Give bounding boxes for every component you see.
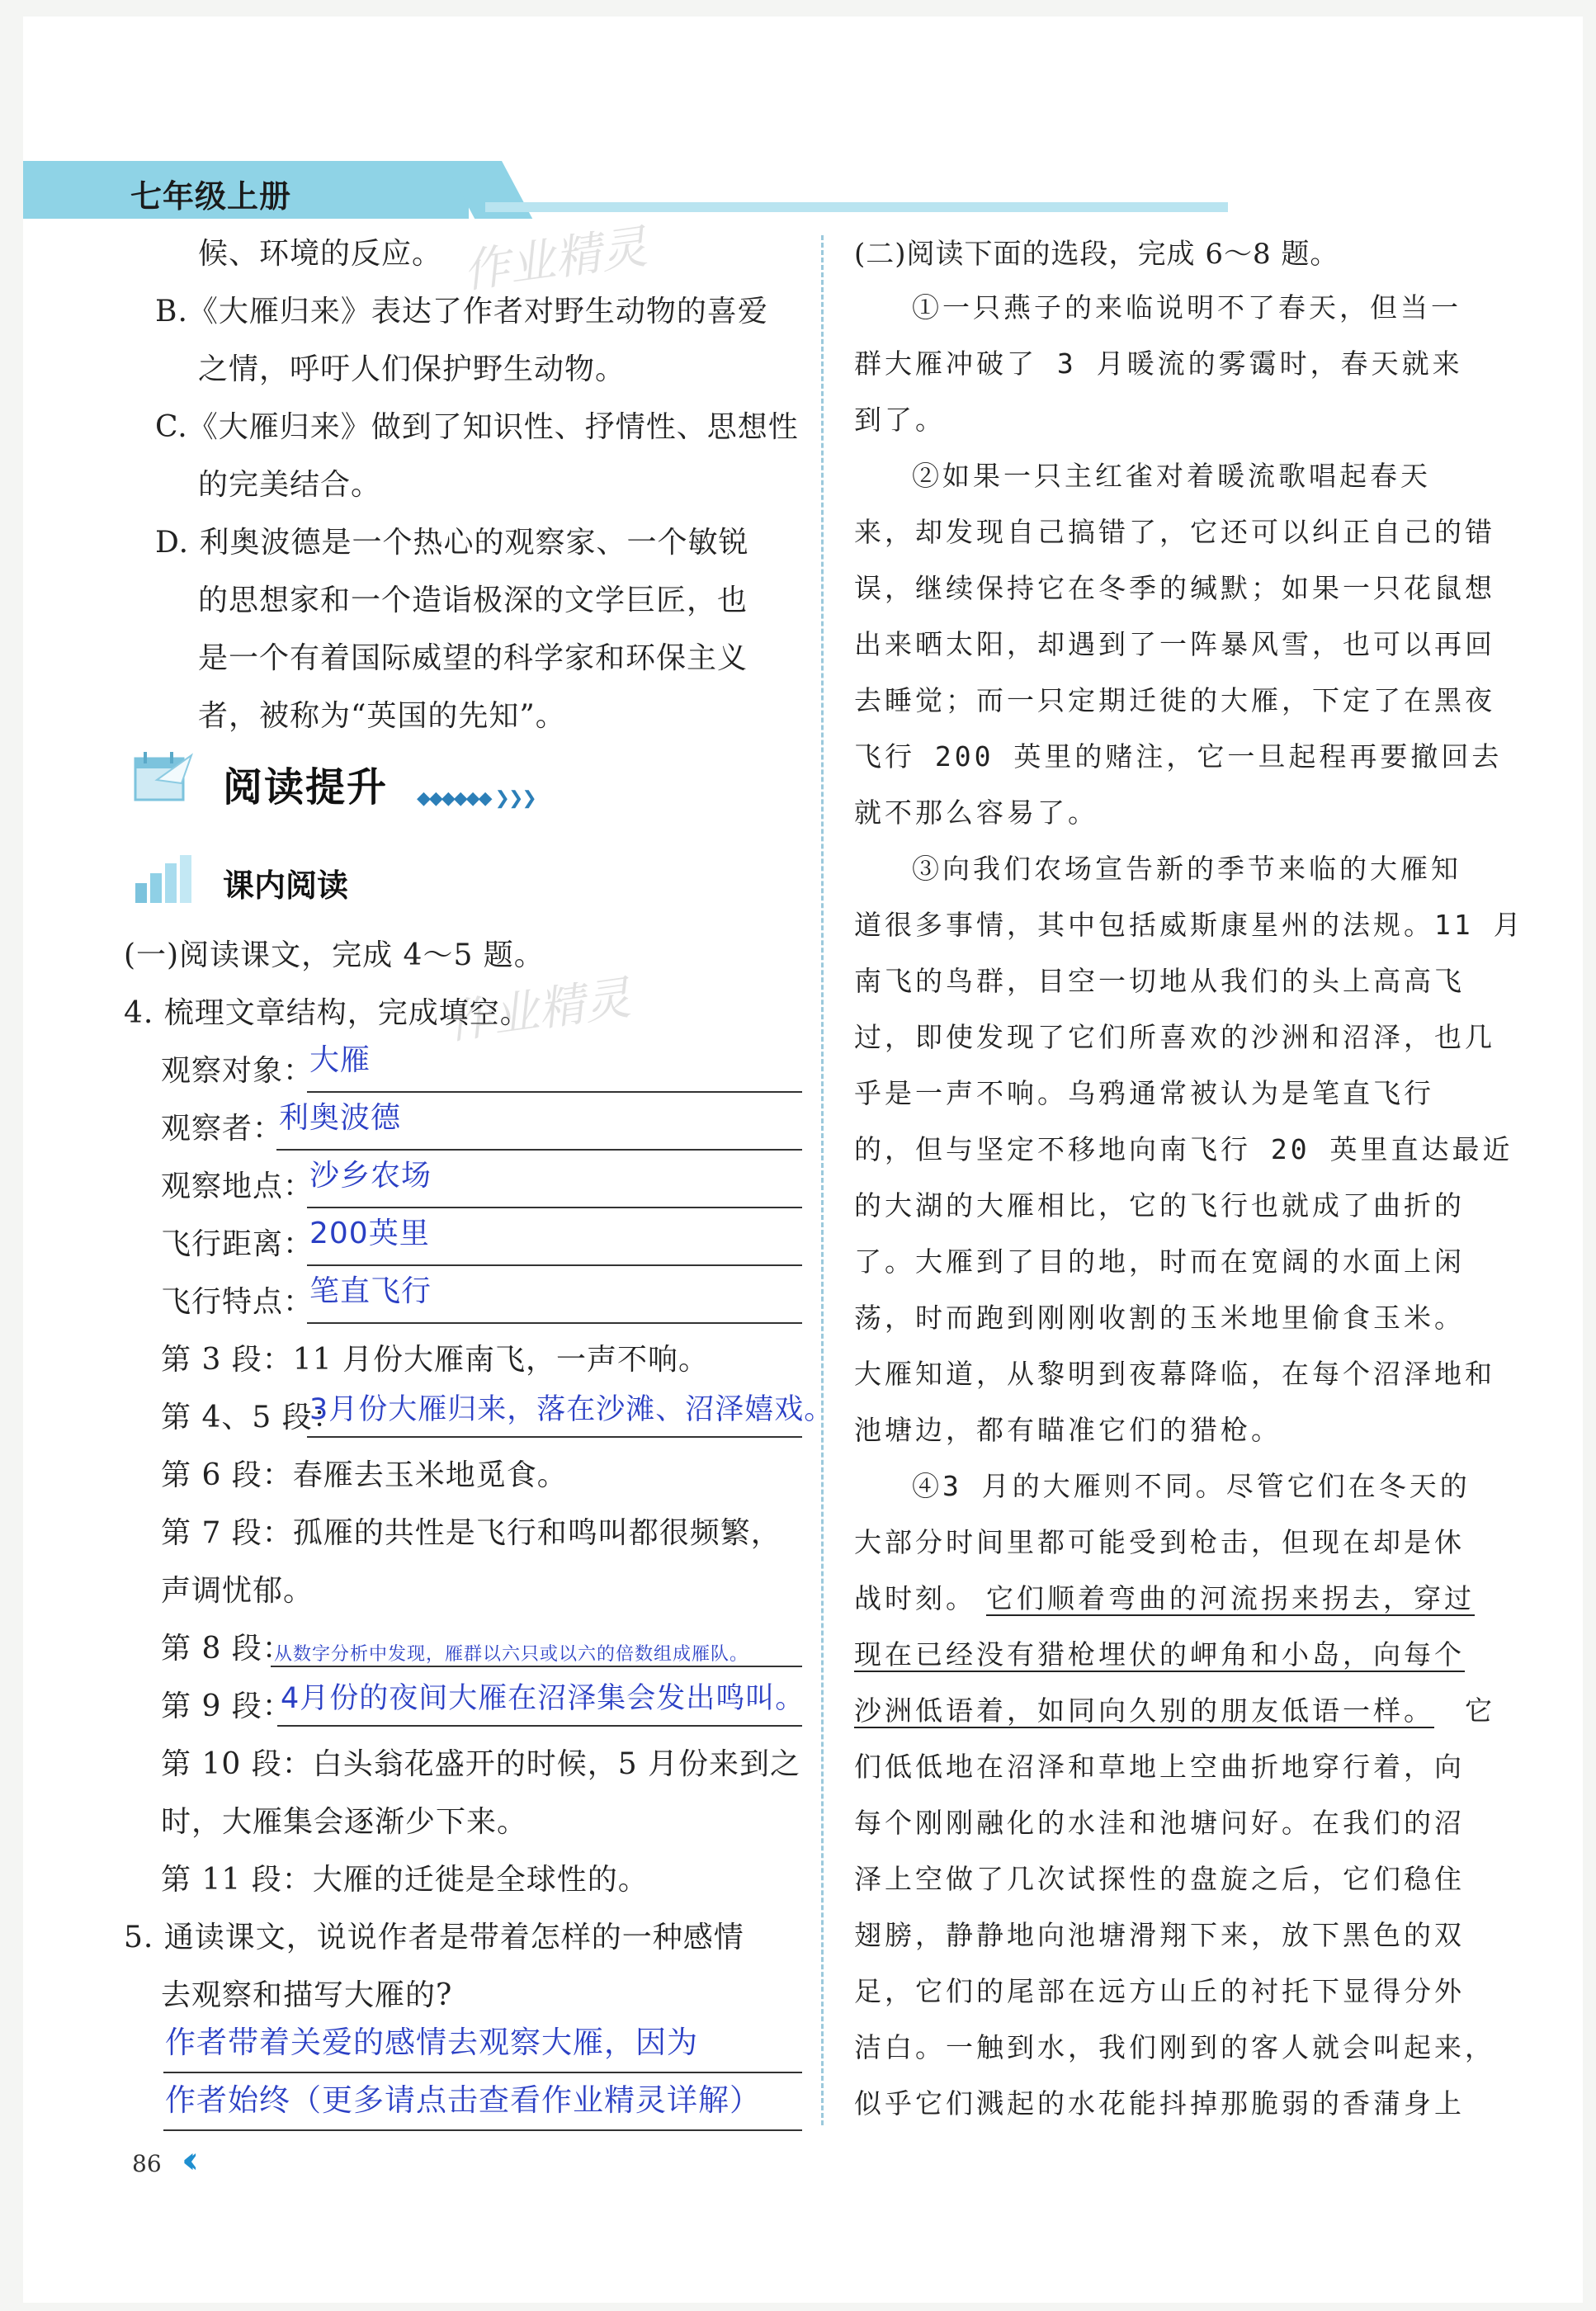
passage-line: ③向我们农场宣告新的季节来临的大雁知 [912, 853, 1461, 885]
q5-answer: 作者带着关爱的感情去观察大雁，因为 [165, 2025, 698, 2060]
answer-line [271, 1666, 802, 1667]
field-answer: 大雁 [309, 1043, 371, 1077]
passage-line: 来，却发现自己搞错了，它还可以纠正自己的错 [854, 516, 1495, 548]
answer-line [277, 1725, 802, 1727]
question-4: 4. 梳理文章结构，完成填空。 [124, 996, 531, 1030]
back-chevron-icon[interactable]: ‹‹ [182, 2139, 188, 2181]
passage-line: 了。大雁到了目的地，时而在宽阔的水面上闲 [854, 1245, 1465, 1278]
passage-line: 翅膀，静静地向池塘滑翔下来，放下黑色的双 [854, 1919, 1465, 1951]
passage-intro: (二)阅读下面的选段，完成 6～8 题。 [854, 238, 1339, 271]
passage-line: 大部分时间里都可能受到枪击，但现在却是休 [854, 1526, 1465, 1558]
passage-line: 到了。 [854, 404, 946, 436]
paragraph-summary: 第 11 段：大雁的迁徙是全球性的。 [161, 1863, 649, 1897]
paragraph-summary: 时，大雁集会逐渐少下来。 [161, 1805, 528, 1839]
header-banner [23, 161, 1211, 219]
option-d: D. 利奥波德是一个热心的观察家、一个敏锐 [155, 526, 749, 560]
passage-line: ②如果一只主红雀对着暖流歌唱起春天 [912, 460, 1431, 492]
option-b: B.《大雁归来》表达了作者对野生动物的喜爱 [155, 295, 768, 328]
answer-line [163, 2072, 802, 2073]
field-answer: 笔直飞行 [309, 1274, 432, 1308]
banner-stripe [485, 202, 1228, 212]
answer-line [163, 2129, 802, 2131]
paragraph-label: 第 4、5 段： [161, 1401, 343, 1434]
section-title: 阅读提升 [223, 764, 389, 811]
bar-chart-icon [132, 850, 198, 908]
option-text: 者，被称为“英国的先知”。 [198, 699, 566, 733]
passage-line: 们低低地在沼泽和草地上空曲折地穿行着，向 [854, 1751, 1465, 1783]
option-c: C.《大雁归来》做到了知识性、抒情性、思想性 [155, 410, 799, 444]
sub-title: 课内阅读 [223, 867, 349, 904]
paragraph-answer: 从数字分析中发现，雁群以六只或以六的倍数组成雁队。 [274, 1644, 749, 1665]
underlined-sentence: 沙洲低语着，如同向久别的朋友低语一样。 [854, 1694, 1434, 1727]
passage-line: 大雁知道，从黎明到夜幕降临，在每个沼泽地和 [854, 1358, 1495, 1390]
passage-line: 道很多事情，其中包括威斯康星州的法规。11 月 [854, 909, 1524, 941]
question-5-cont: 去观察和描写大雁的? [161, 1978, 453, 2012]
field-label: 观察地点： [161, 1170, 314, 1203]
answer-line [307, 1322, 802, 1324]
paragraph-answer: 3月份大雁归来，落在沙滩、沼泽嬉戏。 [309, 1393, 834, 1426]
answer-line [307, 1436, 802, 1438]
watermark: 作业精灵 [443, 971, 635, 1051]
q5-answer[interactable]: 作者始终（更多请点击查看作业精灵详解） [165, 2082, 761, 2118]
passage-line: 战时刻。 [854, 1582, 976, 1614]
option-text: 之情，呼吁人们保护野生动物。 [198, 352, 626, 386]
passage-line: 洁白。一触到水，我们刚到的客人就会叫起来， [854, 2031, 1495, 2063]
page-number: 86 [132, 2150, 162, 2177]
paragraph-summary: 第 10 段：白头翁花盛开的时候，5 月份来到之 [161, 1747, 801, 1781]
passage-line: 池塘边，都有瞄准它们的猎枪。 [854, 1414, 1282, 1446]
passage-line: 它 [1465, 1694, 1495, 1727]
calendar-icon [132, 747, 198, 805]
field-label: 观察对象： [161, 1054, 314, 1088]
passage-line: 去睡觉；而一只定期迁徙的大雁，下定了在黑夜 [854, 684, 1495, 716]
passage-line: 荡，时而跑到刚刚收割的玉米地里偷食玉米。 [854, 1302, 1465, 1334]
field-label: 观察者： [161, 1112, 284, 1146]
paragraph-label: 第 8 段： [161, 1632, 293, 1666]
paragraph-summary: 声调忧郁。 [161, 1574, 314, 1608]
question-5: 5. 通读课文，说说作者是带着怎样的一种感情 [124, 1921, 744, 1954]
passage-line: 似乎它们溅起的水花能抖掉那脆弱的香蒲身上 [854, 2087, 1465, 2120]
option-text: 的完美结合。 [198, 468, 382, 502]
passage-line: 乎是一声不响。乌鸦通常被认为是笔直飞行 [854, 1077, 1434, 1109]
answer-line [307, 1091, 802, 1093]
field-answer: 200英里 [309, 1217, 430, 1250]
field-label: 飞行距离： [161, 1227, 314, 1261]
option-text: 是一个有着国际威望的科学家和环保主义 [198, 641, 748, 675]
field-answer: 利奥波德 [279, 1101, 402, 1135]
paragraph-answer: 4月份的夜间大雁在沼泽集会发出鸣叫。 [281, 1682, 805, 1715]
answer-line [276, 1149, 802, 1151]
passage-line: 的，但与坚定不移地向南飞行 20 英里直达最近 [854, 1133, 1513, 1165]
underlined-sentence: 现在已经没有猎枪埋伏的岬角和小岛，向每个 [854, 1638, 1465, 1671]
section-decoration: ◆◆◆◆◆◆ ❯❯❯ [417, 788, 536, 809]
passage-line: ④3 月的大雁则不同。尽管它们在冬天的 [912, 1470, 1471, 1502]
paragraph-summary: 第 6 段：春雁去玉米地觅食。 [161, 1458, 568, 1492]
paragraph-summary: 第 3 段：11 月份大雁南飞，一声不响。 [161, 1343, 710, 1377]
grade-title: 七年级上册 [130, 178, 292, 215]
question-intro: (一)阅读课文，完成 4～5 题。 [124, 938, 545, 972]
answer-line [307, 1264, 802, 1266]
passage-line: 的大湖的大雁相比，它的飞行也就成了曲折的 [854, 1189, 1465, 1222]
field-answer: 沙乡农场 [309, 1159, 432, 1193]
column-divider [821, 235, 824, 2125]
watermark: 作业精灵 [460, 220, 651, 300]
field-label: 飞行特点： [161, 1285, 314, 1319]
passage-line: 南飞的鸟群，目空一切地从我们的头上高高飞 [854, 965, 1465, 997]
passage-line: 飞行 200 英里的赌注，它一旦起程再要撤回去 [854, 740, 1503, 773]
passage-line: 泽上空做了几次试探性的盘旋之后，它们稳住 [854, 1863, 1465, 1895]
passage-line: 过，即使发现了它们所喜欢的沙洲和沼泽，也几 [854, 1021, 1495, 1053]
underlined-sentence: 它们顺着弯曲的河流拐来拐去，穿过 [986, 1582, 1475, 1614]
paragraph-summary: 第 7 段：孤雁的共性是飞行和鸣叫都很频繁， [161, 1516, 781, 1550]
passage-line: 出来晒太阳，却遇到了一阵暴风雪，也可以再回 [854, 628, 1495, 660]
passage-line: 误，继续保持它在冬季的缄默；如果一只花鼠想 [854, 572, 1495, 604]
paragraph-label: 第 9 段： [161, 1690, 293, 1723]
option-text: 候、环境的反应。 [198, 237, 443, 271]
passage-line: 每个刚刚融化的水洼和池塘问好。在我们的沼 [854, 1807, 1465, 1839]
option-text: 的思想家和一个造诣极深的文学巨匠，也 [198, 584, 748, 617]
answer-line [307, 1207, 802, 1208]
passage-line: 就不那么容易了。 [854, 796, 1098, 829]
passage-line: 群大雁冲破了 3 月暖流的雾霭时，春天就来 [854, 347, 1463, 380]
passage-line: ①一只燕子的来临说明不了春天，但当一 [912, 291, 1461, 324]
passage-line: 足，它们的尾部在远方山丘的衬托下显得分外 [854, 1975, 1465, 2007]
